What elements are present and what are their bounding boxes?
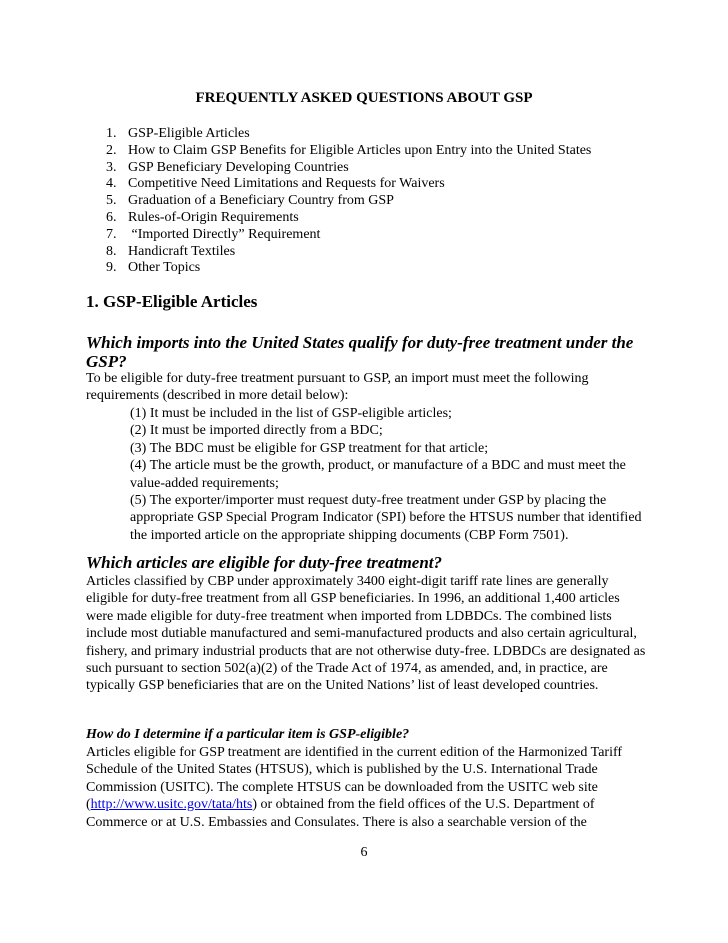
toc-item-number: 6.	[106, 209, 117, 225]
usitc-link[interactable]: http://www.usitc.gov/tata/hts	[90, 797, 253, 813]
toc-item-label: GSP-Eligible Articles	[128, 126, 250, 141]
toc-item-number: 5.	[106, 193, 117, 209]
htsus-text-after-link: ) or obtained from the field offices of the U.S. Department of Commerce or at U.S. Embassies and Consulates. There is also a searchable version of the	[86, 797, 595, 830]
toc-item-label: Rules-of-Origin Requirements	[128, 209, 299, 225]
toc-item	[106, 176, 591, 193]
toc-item	[106, 244, 591, 261]
eligible-articles-paragraph: Articles classified by CBP under approximately 3400 eight-digit tariff rate lines are generally eligible for duty-free treatment from all GSP beneficiaries. In 1996, an additional 1,400 articles were made eligible for duty-free treatment when imported from LDBDCs. The combined lists include most dutiable manufactured and semi-manufactured products and also certain agricultural, fishery, and primary industrial products that are not otherwise duty-free. LDBDCs are designated as such pursuant to section 502(a)(2) of the Trade Act of 1974, as amended, and, in practice, are typically GSP beneficiaries that are on the United Nations’ list of least developed countries.	[86, 574, 646, 694]
question-heading-determine-eligibility: How do I determine if a particular item is GSP-eligible?	[86, 727, 410, 742]
toc-item-number: 9.	[106, 260, 117, 276]
toc-item	[106, 260, 591, 277]
toc-item	[106, 193, 591, 210]
htsus-paragraph	[86, 744, 648, 831]
requirements-intro: To be eligible for duty-free treatment pursuant to GSP, an import must meet the following requirements (described in more detail below):	[86, 371, 589, 404]
toc-item	[106, 160, 591, 177]
requirement-item: (5) The exporter/importer must request duty-free treatment under GSP by placing the appropriate GSP Special Program Indicator (SPI) before the HTSUS number that identified the imported article on the appropriate shipping documents (CBP Form 7501).	[130, 493, 642, 543]
toc-item	[106, 143, 591, 160]
toc-item	[106, 210, 591, 227]
toc-item-number: 8.	[106, 243, 117, 259]
toc-item-number: 3.	[106, 159, 117, 175]
htsus-text-before-link: Articles eligible for GSP treatment are identified in the current edition of the Harmonized Tariff Schedule of the United States (HTSUS), which is published by the U.S. International Trade Commission (USITC). The complete HTSUS can be downloaded from the USITC web site (	[86, 745, 623, 813]
requirements-list	[130, 405, 650, 544]
question-heading-imports: Which imports into the United States qualify for duty-free treatment under the GSP?	[86, 333, 634, 371]
toc-item-label: GSP Beneficiary Developing Countries	[128, 159, 349, 175]
toc-item-label: Other Topics	[128, 260, 201, 276]
toc-item-number: 7.	[106, 226, 117, 242]
toc-item-label: Handicraft Textiles	[128, 243, 236, 259]
toc-item-label: “Imported Directly” Requirement	[128, 226, 321, 242]
toc-item-number: 1.	[106, 126, 117, 141]
question-heading-eligible-articles: Which articles are eligible for duty-free treatment?	[86, 553, 443, 572]
toc-item-label: How to Claim GSP Benefits for Eligible Articles upon Entry into the United States	[128, 142, 592, 158]
toc-item	[106, 227, 591, 244]
requirement-item: (1) It must be included in the list of GSP-eligible articles;	[130, 406, 452, 421]
table-of-contents	[106, 126, 591, 277]
toc-item	[106, 126, 591, 143]
requirement-item: (3) The BDC must be eligible for GSP treatment for that article;	[130, 440, 489, 456]
toc-item-number: 2.	[106, 142, 117, 158]
page-title: FREQUENTLY ASKED QUESTIONS ABOUT GSP	[195, 90, 533, 106]
toc-item-number: 4.	[106, 176, 117, 192]
page-number: 6	[360, 845, 368, 860]
requirement-item: (2) It must be imported directly from a BDC;	[130, 423, 383, 439]
requirement-item: (4) The article must be the growth, product, or manufacture of a BDC and must meet the value-added requirements;	[130, 458, 626, 491]
toc-item-label: Graduation of a Beneficiary Country from GSP	[128, 193, 394, 209]
toc-item-label: Competitive Need Limitations and Requests for Waivers	[128, 176, 445, 192]
section-heading: 1. GSP-Eligible Articles	[86, 292, 258, 311]
